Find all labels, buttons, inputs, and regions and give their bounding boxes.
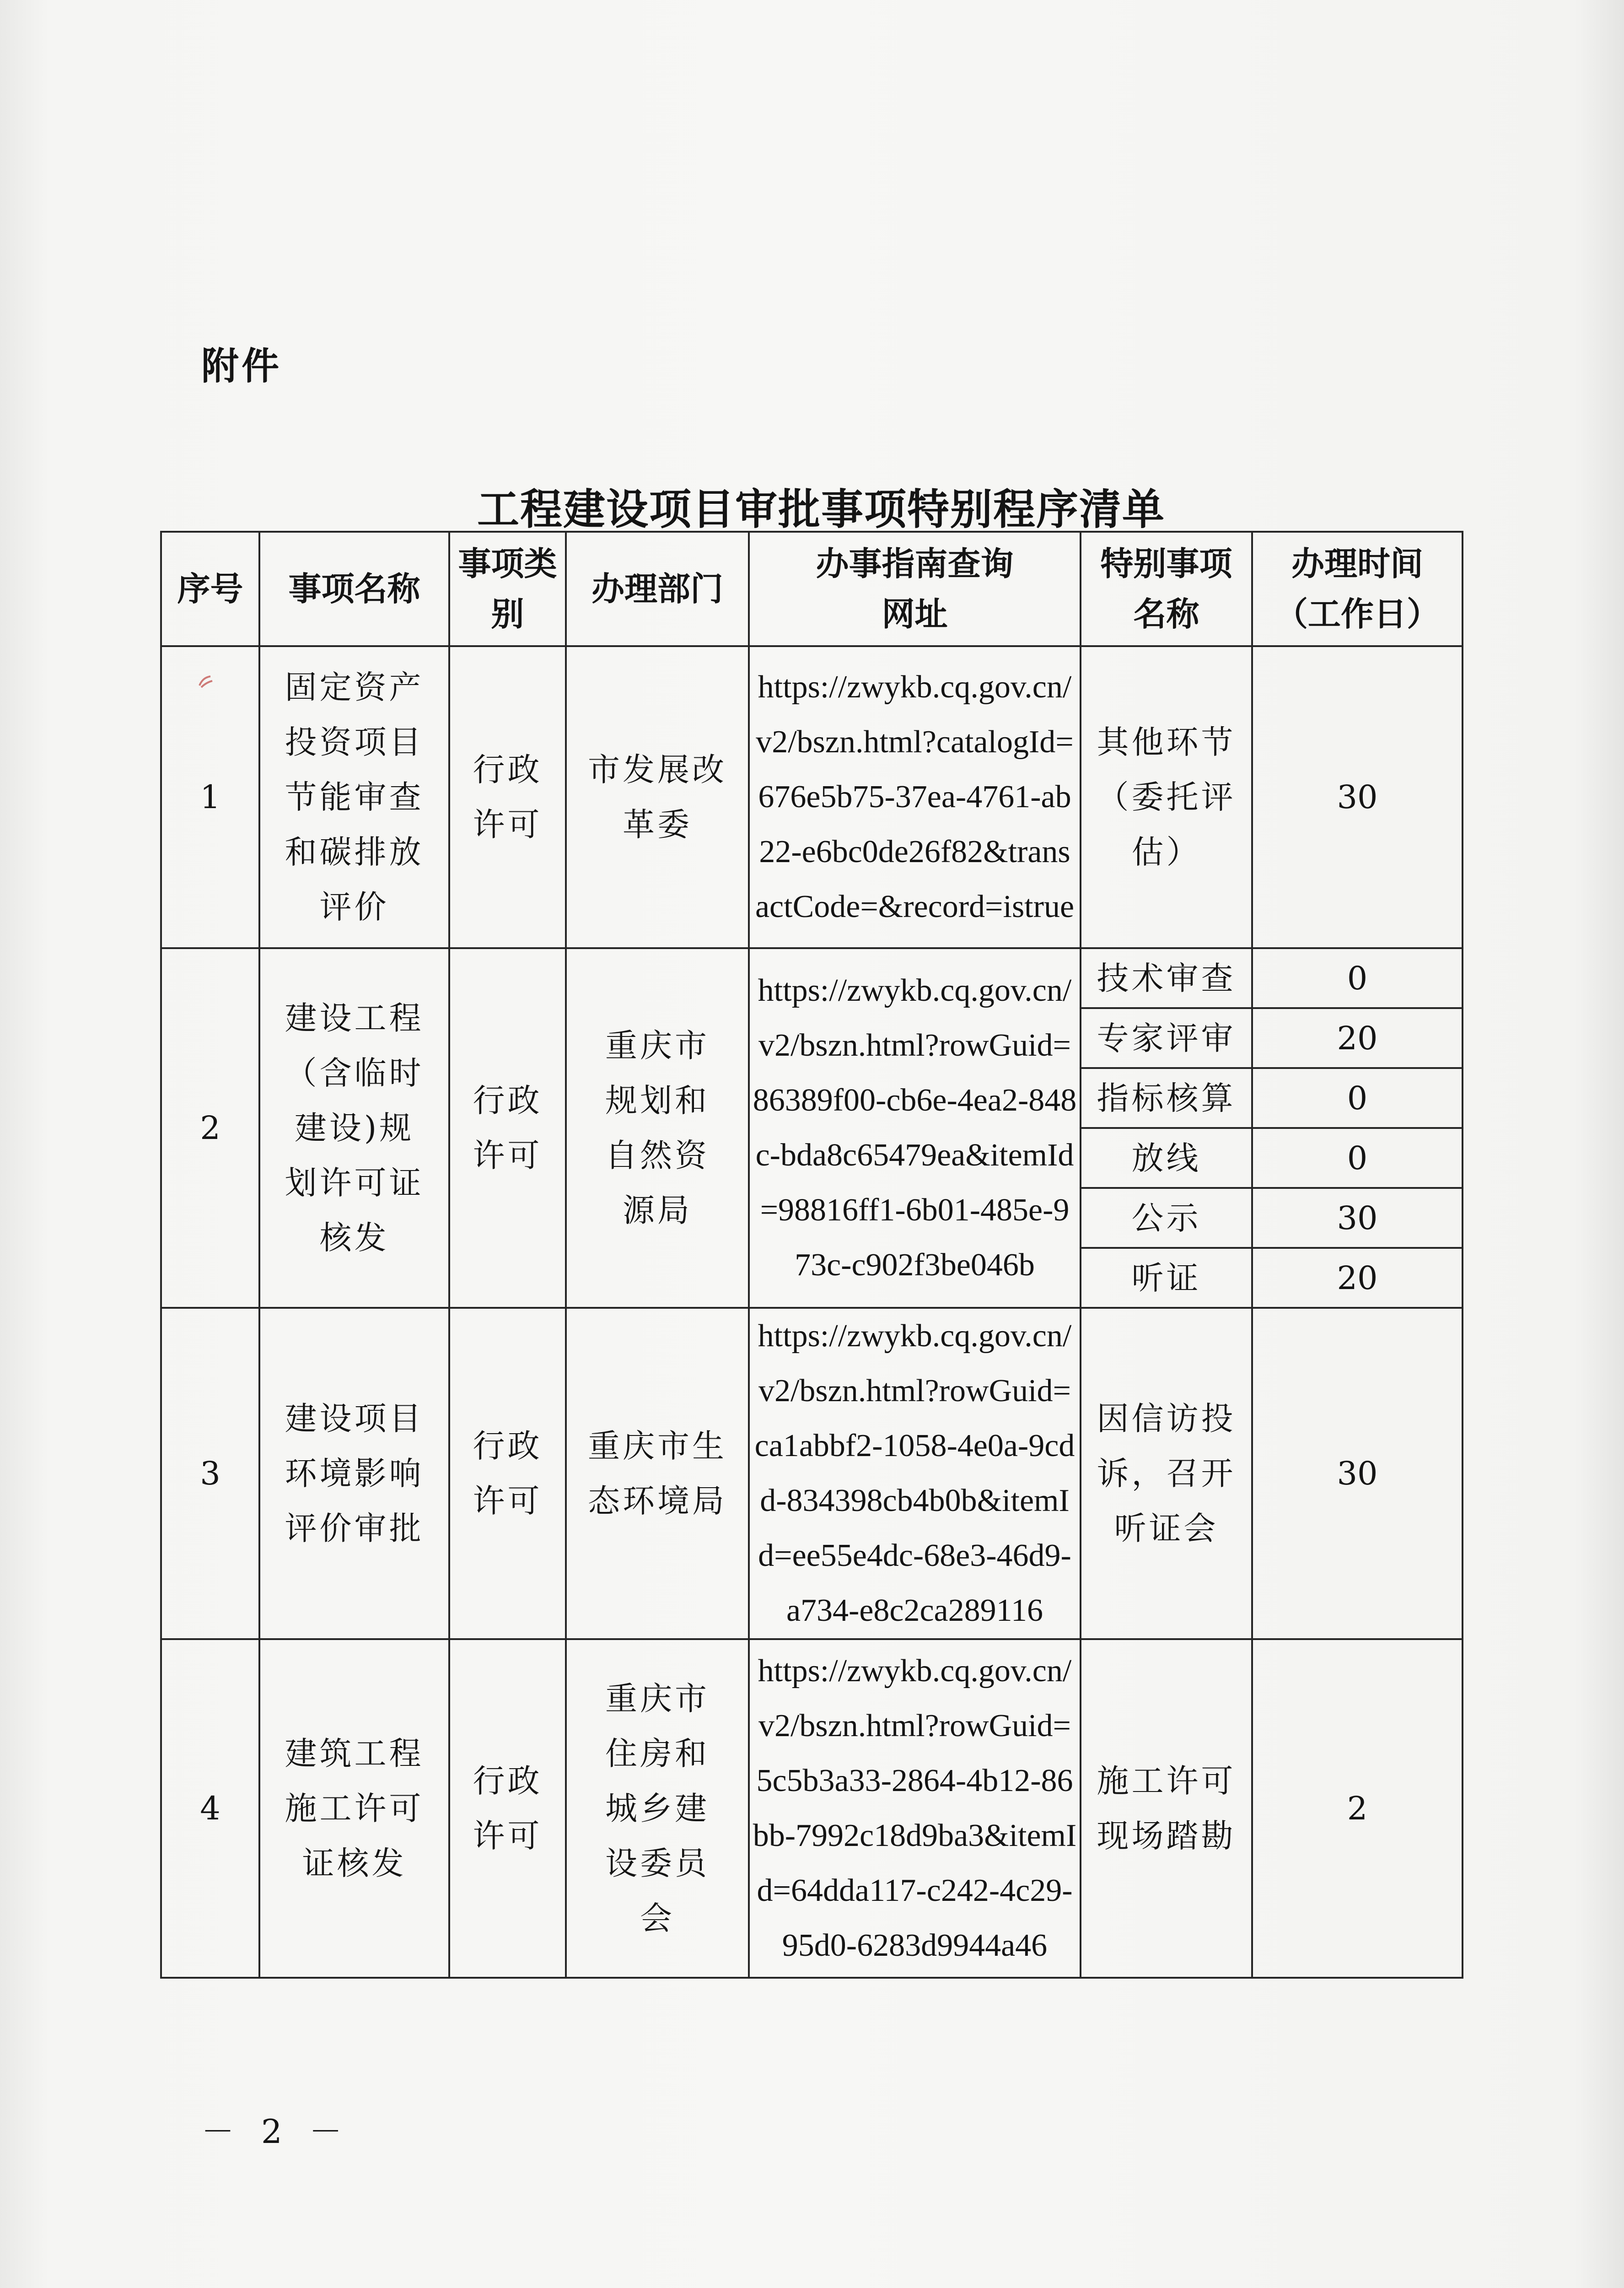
cell-days: 0 <box>1252 1068 1463 1128</box>
special-procedures-table <box>160 531 1463 1979</box>
header-category: 事项类别 <box>449 532 566 646</box>
cell-seq: 4 <box>161 1639 259 1978</box>
cell-days: 30 <box>1252 646 1463 948</box>
cell-special-name: 技术审查 <box>1081 948 1252 1008</box>
cell-dept: 重庆市住房和城乡建设委员会 <box>566 1639 749 1978</box>
cell-seq: 3 <box>161 1308 259 1639</box>
header-days: 办理时间（工作日） <box>1252 532 1463 646</box>
cell-special-name: 其他环节（委托评估） <box>1081 646 1252 948</box>
header-name: 事项名称 <box>259 532 449 646</box>
header-seq: 序号 <box>161 532 259 646</box>
cell-dept: 重庆市生态环境局 <box>566 1308 749 1639</box>
cell-days: 2 <box>1252 1639 1463 1978</box>
cell-special-name: 施工许可现场踏勘 <box>1081 1639 1252 1978</box>
cell-seq: 2 <box>161 948 259 1308</box>
cell-days: 0 <box>1252 1128 1463 1188</box>
cell-item-name: 固定资产投资项目节能审查和碳排放评价 <box>259 646 449 948</box>
cell-special-name: 听证 <box>1081 1248 1252 1308</box>
cell-special-name: 因信访投诉，召开听证会 <box>1081 1308 1252 1639</box>
cell-dept: 市发展改革委 <box>566 646 749 948</box>
header-row <box>161 532 1463 646</box>
header-guide-url: 办事指南查询网址 <box>749 532 1081 646</box>
cell-special-name: 专家评审 <box>1081 1008 1252 1068</box>
cell-days: 30 <box>1252 1308 1463 1639</box>
cell-dept: 重庆市规划和自然资源局 <box>566 948 749 1308</box>
cell-item-name: 建筑工程施工许可证核发 <box>259 1639 449 1978</box>
cell-guide-url: https://zwykb.cq.gov.cn/v2/bszn.html?catalogId=676e5b75-37ea-4761-ab22-e6bc0de26f82&transactCode=&record=istrue <box>749 646 1081 948</box>
cell-category: 行政许可 <box>449 1639 566 1978</box>
cell-item-name: 建设工程（含临时建设)规划许可证核发 <box>259 948 449 1308</box>
table-row <box>161 646 1463 948</box>
cell-days: 30 <box>1252 1188 1463 1248</box>
table-row <box>161 1639 1463 1978</box>
table-row <box>161 948 1463 1008</box>
cell-category: 行政许可 <box>449 948 566 1308</box>
header-dept: 办理部门 <box>566 532 749 646</box>
cell-special-name: 指标核算 <box>1081 1068 1252 1128</box>
document-title: 工程建设项目审批事项特别程序清单 <box>477 485 1165 534</box>
cell-days: 20 <box>1252 1008 1463 1068</box>
cell-guide-url: https://zwykb.cq.gov.cn/v2/bszn.html?rowGuid=86389f00-cb6e-4ea2-848c-bda8c65479ea&itemId=98816ff1-6b01-485e-973c-c902f3be046b <box>749 948 1081 1308</box>
cell-seq: 1 <box>161 646 259 948</box>
cell-guide-url: https://zwykb.cq.gov.cn/v2/bszn.html?rowGuid=5c5b3a33-2864-4b12-86bb-7992c18d9ba3&itemId=64dda117-c242-4c29-95d0-6283d9944a46 <box>749 1639 1081 1978</box>
cell-days: 20 <box>1252 1248 1463 1308</box>
cell-category: 行政许可 <box>449 1308 566 1639</box>
cell-guide-url: https://zwykb.cq.gov.cn/v2/bszn.html?rowGuid=ca1abbf2-1058-4e0a-9cdd-834398cb4b0b&itemId=ee55e4dc-68e3-46d9-a734-e8c2ca289116 <box>749 1308 1081 1639</box>
page-number: － 2 － <box>201 2112 350 2151</box>
annex-label: 附件 <box>201 345 282 388</box>
cell-item-name: 建设项目环境影响评价审批 <box>259 1308 449 1639</box>
cell-days: 0 <box>1252 948 1463 1008</box>
cell-category: 行政许可 <box>449 646 566 948</box>
cell-special-name: 放线 <box>1081 1128 1252 1188</box>
header-special: 特别事项名称 <box>1081 532 1252 646</box>
table-row <box>161 1308 1463 1639</box>
cell-special-name: 公示 <box>1081 1188 1252 1248</box>
